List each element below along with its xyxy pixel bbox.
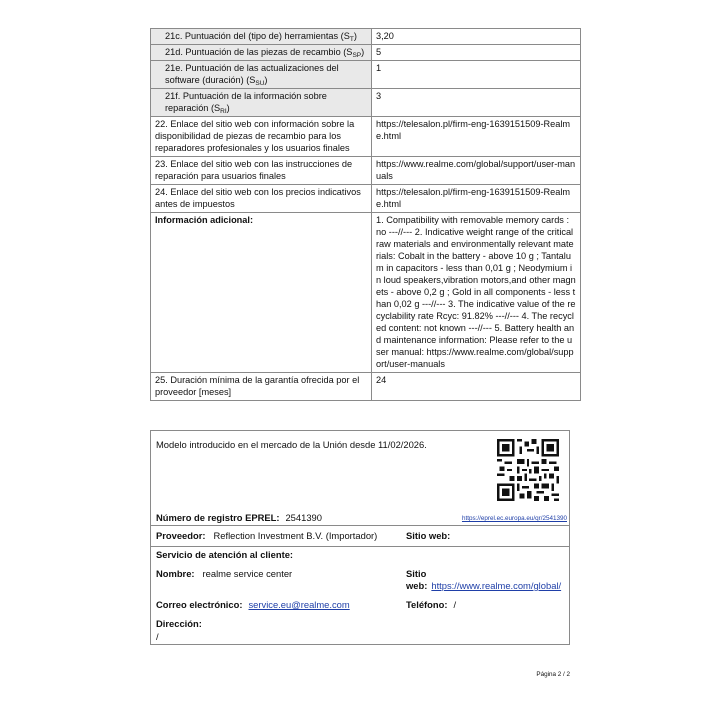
service-name-label: Nombre: [156, 568, 195, 579]
service-name-line [156, 568, 292, 579]
row-value: 1 [372, 61, 581, 89]
address-label: Dirección: [156, 618, 202, 629]
eprel-number: 2541390 [285, 512, 322, 523]
row-label: 21f. Puntuación de la información sobre reparación $(S_{RI})$ [151, 89, 372, 117]
prices-link[interactable]: https://telesalon.pl/firm-eng-1639151509-Realme.html [372, 185, 581, 213]
row-value: 5 [372, 45, 581, 61]
page-number: Página 2 / 2 [536, 671, 570, 678]
table-row [151, 185, 581, 213]
row-label: 21e. Puntuación de las actualizaciones del software (duración) $(S_{SU})$ [151, 61, 372, 89]
supplier-name: Reflection Investment B.V. (Importador) [213, 530, 378, 541]
supplier-label: Proveedor: [156, 530, 206, 541]
eprel-link[interactable]: https://eprel.ec.europa.eu/qr/2541390 [461, 515, 567, 522]
table-row [151, 373, 581, 401]
supplier-panel [150, 430, 570, 645]
phone-label: Teléfono: [406, 599, 448, 610]
customer-service-heading: Servicio de atención al cliente: [156, 549, 294, 560]
email-label: Correo electrónico: [156, 599, 243, 610]
row-label: 23. Enlace del sitio web con las instrucciones de reparación para usuarios finales [151, 157, 372, 185]
spec-table [150, 28, 581, 401]
email-line [156, 599, 350, 610]
spare-parts-link[interactable]: https://telesalon.pl/firm-eng-1639151509-Realme.html [372, 117, 581, 157]
eprel-label: Número de registro EPREL: [156, 512, 280, 523]
eprel-registration [156, 512, 322, 523]
repair-instructions-link[interactable]: https://www.realme.com/global/support/user-manuals [372, 157, 581, 185]
row-label: 22. Enlace del sitio web con información sobre la disponibilidad de piezas de recambio para los reparadores profesionales y los usuarios finales [151, 117, 372, 157]
table-row [151, 61, 581, 89]
row-label: 24. Enlace del sitio web con los precios indicativos antes de impuestos [151, 185, 372, 213]
phone-line [406, 599, 456, 610]
row-label: 21c. Puntuación del (tipo de) herramientas $(S_T)$ [151, 29, 372, 45]
row-value: 3,20 [372, 29, 581, 45]
market-intro-text: Modelo introducido en el mercado de la Unión desde 11/02/2026. [156, 439, 427, 450]
supplier-website-label: Sitio web: [406, 530, 451, 541]
table-row [151, 45, 581, 61]
row-value: 24 [372, 373, 581, 401]
supplier-line [156, 530, 377, 541]
phone-value: / [453, 599, 457, 610]
service-name: realme service center [202, 568, 293, 579]
divider [151, 525, 569, 526]
table-row [151, 213, 581, 373]
service-website-label: Sitio web: [406, 568, 428, 591]
row-value: 3 [372, 89, 581, 117]
additional-info-value: 1. Compatibility with removable memory cards : no ---//--- 2. Indicative weight range of the critical raw materials and environmentally relevant materials: Cobalt in the battery - above 10 g ; Tantalum in capacitors - less than 0,01 g ; Neodymium in loud speakers,vibration motors,and other magnets - above 0,2 g ; Gold in all components - less than 0,02 g ---//--- 3. The indicative value of the recyclability rate Rcyc: 91.82% ---//--- 4. The recycled content: not known ---//--- 5. Battery health and maintenance information: Please refer to the user manual: https://www.realme.com/global/support/user-manuals [372, 213, 581, 373]
row-label: 21d. Puntuación de las piezas de recambio $(S_{SP})$ [151, 45, 372, 61]
additional-info-label: Información adicional: [151, 213, 372, 373]
email-link[interactable]: service.eu@realme.com [248, 599, 350, 610]
address-value: / [156, 631, 159, 642]
table-row [151, 157, 581, 185]
table-row [151, 89, 581, 117]
service-website-link[interactable]: https://www.realme.com/global/ [431, 580, 562, 591]
table-row [151, 29, 581, 45]
row-label: 25. Duración mínima de la garantía ofrecida por el proveedor [meses] [151, 373, 372, 401]
divider [151, 546, 569, 547]
table-row [151, 117, 581, 157]
qr-code-icon[interactable] [497, 439, 559, 501]
address-block [156, 617, 202, 643]
service-website-line [406, 568, 566, 592]
